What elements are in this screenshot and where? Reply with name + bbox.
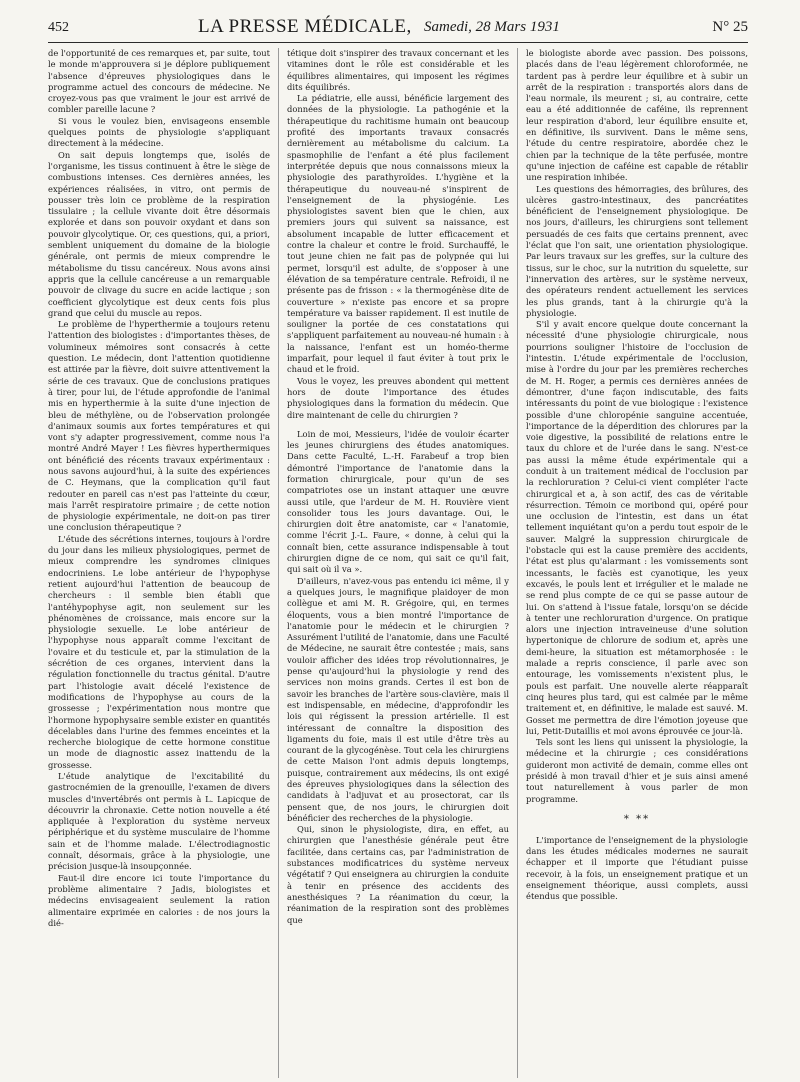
paragraph: Loin de moi, Messieurs, l'idée de vouloir écarter les jeunes chirurgiens des études anatomiques. Dans cette Faculté, L.-H. Farabeuf a trop bien démontré l'importance de l'anatomie dans la formation chirurgicale, pour qu'un de ses compatriotes ose un instant attaquer une œuvre aussi utile, que l'ardeur de M. H. Rouvière vient consolider tous les jours davantage. Oui, le chirurgien doit être anatomiste, car « l'anatomie, comme l'écrit J.-L. Faure, « donne, à celui qui la connaît bien, cette assurance indispensable à tout chirurgien digne de ce nom, qui sait ce qu'il fait, qui sait où il va ». <box>287 428 509 575</box>
paragraph: Tels sont les liens qui unissent la physiologie, la médecine et la chirurgie ; ces considérations guideront mon activité de demain, comme elles ont présidé à mon travail d'hier et je suis ainsi amené tout naturellement à vous parler de mon programme. <box>526 737 748 804</box>
paragraph: de l'opportunité de ces remarques et, par suite, tout le monde m'approuvera si je déplore publiquement l'absence d'épreuves physiologiques dans le programme actuel des concours de médecine. Ne croyez-vous pas que vraiment le jour est arrivé de combler pareille lacune ? <box>48 48 270 115</box>
text-column-middle <box>287 48 509 1078</box>
page-number: 452 <box>48 20 69 35</box>
column-divider <box>278 48 279 1078</box>
text-column-right <box>526 48 748 1078</box>
paragraph: S'il y avait encore quelque doute concernant la nécessité d'une physiologie chirurgicale, nous pourrions souligner l'histoire de l'occlusion de l'intestin. L'étude expérimentale de l'occlusion, mise à l'ordre du jour par les premières recherches de M. H. Roger, a permis ces dernières années de démontrer, d'une façon indiscutable, des faits intéressants du point de vue biologique : l'existence possible d'une chloropénie sanguine accentuée, l'importance de la déperdition des chlorures par la voie digestive, la possibilité de relations entre le taux du chlore et de l'urée dans le sang. N'est-ce pas aussi la même étude expérimentale qui a conduit à un traitement médical de l'occlusion par la rechloruration ? Celui-ci vient compléter l'acte chirurgical et a, à son actif, des cas de véritable résurrection. Témoin ce moribond qui, opéré pour une occlusion de l'intestin, est dans un état tellement inquiétant qu'on a perdu tout espoir de le sauver. Malgré la suppression chirurgicale de l'obstacle qui est la cause première des accidents, l'état est plus qu'alarmant : les vomissements sont incessants, le faciès est cyanotique, les yeux excavés, le pouls lent et irrégulier et le malade ne se rend plus compte de ce qui se passe autour de lui. On s'attend à l'issue fatale, lorsqu'on se décide à tenter une rechloruration d'urgence. On pratique alors une injection intraveineuse d'une solution hypertonique de chlorure de sodium et, après une demi-heure, la situation est métamorphosée : le malade a repris conscience, il parle avec son entourage, les vomissements n'existent plus, le pouls est parfait. Une nouvelle alerte réapparaît cinq heures plus tard, qui est calmée par le même traitement et, en définitive, le malade est sauvé. M. Gosset me permettra de dire l'émotion joyeuse que lui, Petit-Dutaillis et moi avons éprouvée ce jour-là. <box>526 319 748 736</box>
journal-title: LA PRESSE MÉDICALE, <box>198 16 412 37</box>
paragraph: Le problème de l'hyperthermie a toujours retenu l'attention des biologistes : d'importantes thèses, de volumineux mémoires sont consacrés à cette question. Le médecin, dont l'attention quotidienne est attirée par la fièvre, doit suivre attentivement la série de ces travaux. Que de conclusions pratiques à tirer, pour lui, de l'étude approfondie de l'animal mis en hyperthermie à la suite d'une injection de bleu de méthylène, ou de l'observation prolongée d'animaux soumis aux fortes températures et qui vont s'y adapter progressivement, comme nous l'a montré André Mayer ! Les fièvres hyperthermiques ont bénéficié des récents travaux expérimentaux : nous savons aujourd'hui, à la suite des expériences de C. Heymans, que la complication qu'il faut redouter en pareil cas n'est pas l'atteinte du cœur, mais l'arrêt respiratoire primaire ; de cette notion de physiologie expérimentale, ne doit-on pas tirer une conclusion thérapeutique ? <box>48 319 270 533</box>
section-asterism: * ** <box>623 813 651 825</box>
paragraph: L'étude des sécrétions internes, toujours à l'ordre du jour dans les milieux physiologiques, permet de mieux comprendre les syndromes cliniques endocriniens. Le lobe antérieur de l'hypophyse retient aujourd'hui l'attention de beaucoup de chercheurs : il semble bien établi que l'antéhypophyse agit, non seulement sur les phénomènes de croissance, mais encore sur la physiologie sexuelle. Le lobe antérieur de l'hypophyse nous apparaît comme l'excitant de l'ovaire et du testicule et, par la stimulation de la sécrétion de ces organes, intervient dans la régulation fonctionnelle du tractus génital. D'autre part l'histologie avait décelé l'existence de modifications de l'hypophyse au cours de la grossesse ; l'expérimentation nous montre que l'hormone hypophysaire semble exister en quantités décelables dans l'urine des femmes enceintes et la recherche biologique de cette hormone constitue un mode de diagnostic assez inattendu de la grossesse. <box>48 533 270 770</box>
paragraph: Qui, sinon le physiologiste, dira, en effet, au chirurgien que l'anesthésie générale peut être facilitée, dans certains cas, par l'administration de substances modificatrices du système nerveux végétatif ? Qui enseignera au chirurgien la conduite à tenir en présence des accidents des anesthésiques ? La réanimation du cœur, la réanimation de la respiration sont des problèmes que <box>287 824 509 925</box>
paragraph: tétique doit s'inspirer des travaux concernant et les vitamines dont le rôle est considérable et les équilibres alimentaires, qui imposent les régimes dits équilibrés. <box>287 48 509 92</box>
paragraph: le biologiste aborde avec passion. Des poissons, placés dans de l'eau légèrement chloroformée, ne tardent pas à perdre leur équilibre et à subir un arrêt de la respiration : transportés alors dans de l'eau normale, ils meurent ; si, au contraire, cette eau a été additionnée de caféine, ils reprennent leur respiration d'abord, leur équilibre ensuite et, en définitive, ils survivent. Dans le même sens, l'étude du centre respiratoire, abordée chez le chien par la technique de la tête perfusée, montre qu'une injection de caféine est capable de rétablir une respiration inhibée. <box>526 48 748 183</box>
column-divider <box>517 48 518 1078</box>
issue-number: N° 25 <box>712 19 748 35</box>
running-header <box>48 12 748 43</box>
text-column-left <box>48 48 270 1078</box>
paragraph: L'étude analytique de l'excitabilité du gastrocnémien de la grenouille, l'examen de divers muscles d'invertébrés ont permis à L. Lapicque de découvrir la chronaxie. Cette notion nouvelle a été appliquée à l'exploration du système nerveux périphérique et du système musculaire de l'homme sain et de l'homme malade. L'électrodiagnostic connaît, désormais, grâce à la physiologie, une précision jusque-là insoupçonnée. <box>48 771 270 872</box>
paragraph: Si vous le voulez bien, envisageons ensemble quelques points de physiologie s'appliquant directement à la médecine. <box>48 115 270 149</box>
paragraph: Les questions des hémorragies, des brûlures, des ulcères gastro-intestinaux, des pancréatites bénéficient de l'enseignement physiologique. De nos jours, d'ailleurs, les chirurgiens sont tellement persuadés de ces faits que certains prennent, avec l'éclat que l'on sait, une orientation physiologique. Par leurs travaux sur les greffes, sur la culture des tissus, sur le choc, sur la nutrition du squelette, sur l'innervation des artères, sur le système nerveux, des opérateurs rendent actuellement les services les plus grands, tant à la chirurgie qu'à la physiologie. <box>526 183 748 318</box>
paragraph: Faut-il dire encore ici toute l'importance du problème alimentaire ? Jadis, biologistes et médecins envisageaient seulement la ration alimentaire exprimée en calories : de nos jours la dié- <box>48 872 270 928</box>
paragraph: Vous le voyez, les preuves abondent qui mettent hors de doute l'importance des études physiologiques dans la formation du médecin. Que dire maintenant de celle du chirurgien ? <box>287 375 509 420</box>
paragraph: L'importance de l'enseignement de la physiologie dans les études médicales modernes ne saurait échapper et il importe que l'étudiant puisse recevoir, à la fois, un enseignement pratique et un enseignement théorique, aussi complets, aussi étendus que possible. <box>526 834 748 902</box>
issue-date: Samedi, 28 Mars 1931 <box>424 19 560 35</box>
paragraph: On sait depuis longtemps que, isolés de l'organisme, les tissus continuent à être le siège de combustions intenses. Ces dernières années, les expériences réalisées, in vitro, ont permis de pousser très loin ce problème de la respiration tissulaire ; la cellule vivante doit être désormais explorée et dans son pouvoir oxydant et dans son pouvoir glycolytique. Or, ces questions, qui, a priori, semblent uniquement du domaine de la biologie générale, ont permis de mieux comprendre le métabolisme du tissu cancéreux. Nous avons ainsi appris que la cellule cancéreuse a un remarquable pouvoir de clivage du sucre en acide lactique ; son coefficient glycolytique est deux cents fois plus grand que celui du muscle au repos. <box>48 149 270 318</box>
paragraph: La pédiatrie, elle aussi, bénéficie largement des données de la physiologie. La pathogénie et la thérapeutique du rachitisme humain ont beaucoup profité des importants travaux consacrés dernièrement au métabolisme du calcium. La spasmophilie de l'enfant a été plus facilement interprétée depuis que nous connaissons mieux la physiologie des parathyroïdes. L'hygiène et la thérapeutique du nouveau-né s'inspirent de l'enseignement de la physiogénie. Les physiologistes savent bien que le chien, aux premiers jours qui suivent sa naissance, est absolument incapable de lutter efficacement et contre la chaleur et contre le froid. Surchauffé, le tout jeune chien ne fait pas de polypnée qui lui permet, lorsqu'il est adulte, de s'opposer à une élévation de sa température centrale. Refroidi, il ne présente pas de frisson : « la thermogénèse dite de couverture » n'existe pas encore et sa propre température va baisser rapidement. Il est inutile de souligner la portée de ces constatations qui s'appliquent parfaitement au nouveau-né humain : à la naissance, l'enfant est un homéo-therme imparfait, pour lequel il faut éviter à tout prix le chaud et le froid. <box>287 93 509 375</box>
paragraph: D'ailleurs, n'avez-vous pas entendu ici même, il y a quelques jours, le magnifique plaidoyer de mon collègue et ami M. R. Grégoire, qui, en termes éloquents, vous a bien montré l'importance de l'anatomie pour le médecin et le chirurgien ? Assurément l'utilité de l'anatomie, dans une Faculté de Médecine, ne saurait être contestée ; mais, sans vouloir afficher des idées trop révolutionnaires, je pense qu'aujourd'hui la physiologie y rend des services non moins grands. Certes il est bon de savoir les branches de l'artère sous-clavière, mais il est indispensable, en médecine, d'approfondir les lois qui régissent la pression artérielle. Il est intéressant de connaître la disposition des ligaments du foie, mais il est utile d'être très au courant de la glycogénèse. Tout cela les chirurgiens de cette Maison l'ont admis depuis longtemps, puisque, contrairement aux médecins, ils ont exigé des épreuves physiologiques dans la sélection des candidats à l'adjuvat et au prosectorat, car ils pensent que, de nos jours, le chirurgien doit bénéficier des recherches de la physiologie. <box>287 575 509 823</box>
